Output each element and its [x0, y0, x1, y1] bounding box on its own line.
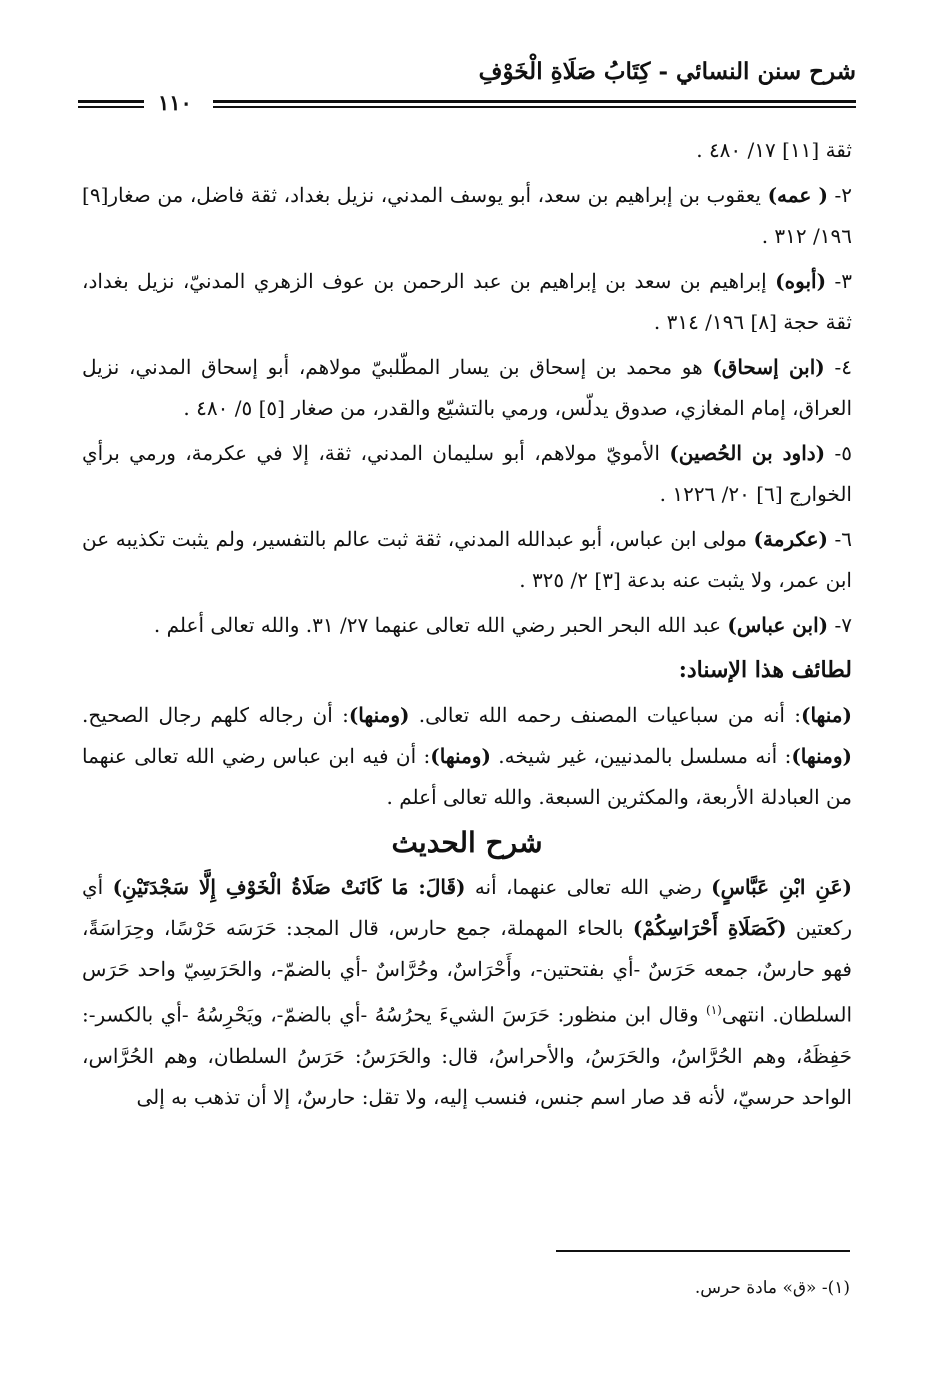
lataif-marker: (ومنها) — [430, 744, 491, 768]
narrator-name: (داود بن الحُصين) — [669, 441, 826, 465]
narrator-number: ٤- — [824, 355, 852, 379]
narrator-number: ٦- — [827, 527, 852, 551]
lataif-paragraph — [82, 695, 852, 818]
sharh-heading: شرح الحديث — [391, 826, 543, 859]
sharh-text: بالحاء المهملة، جمع حارس، قال المجد: حَرَسَه حَرْسًا، وحِرَاسَةً، فهو حارسٌ، جمعه حَرَسٌ -أي بفتحتين-، وأَحْرَاسٌ، وحُرَّاسٌ -أي بالضمّ-، والحَرَسِيّ واحد حَرَس السلطان. انتهى — [82, 916, 853, 1027]
header-rule-right-2 — [213, 106, 856, 108]
hadith-quote: (عَنِ ابْنِ عَبَّاسٍ) — [711, 875, 852, 899]
lataif-text: : أن فيه ابن عباس رضي الله تعالى عنهما من العبادلة الأربعة، والمكثرين السبعة. والله تعالى أعلم . — [82, 744, 852, 809]
narrator-details: يعقوب بن إبراهيم بن سعد، أبو يوسف المدني، نزيل بغداد، ثقة فاضل، من صغار[٩] ١٩٦/ ٣١٢ . — [82, 183, 852, 248]
page-number: ١١٠ — [158, 90, 192, 115]
narrator-number: ٢- — [827, 183, 852, 207]
narrator-continuation — [82, 130, 852, 171]
narrator-name: (عكرمة) — [753, 527, 828, 551]
lataif-text: : أن رجاله كلهم رجال الصحيح. — [82, 703, 349, 727]
header-rule-left — [78, 100, 144, 103]
narrator-6 — [82, 519, 852, 601]
narrator-5 — [82, 433, 852, 515]
narrator-number: ٣- — [826, 269, 852, 293]
narrator-7 — [82, 605, 852, 646]
running-title: شرح سنن النسائي - كِتَابُ صَلَاةِ الْخَوْفِ — [478, 58, 856, 85]
lataif-text: : أنه من سباعيات المصنف رحمه الله تعالى. — [409, 703, 801, 727]
lataif-heading: لطائف هذا الإسناد: — [678, 657, 852, 683]
narrator-details: عبد الله البحر الحبر رضي الله تعالى عنهما ٢٧/ ٣١. والله تعالى أعلم . — [153, 613, 728, 637]
header-rule-right — [213, 100, 856, 103]
narrator-details: الأمويّ مولاهم، أبو سليمان المدني، ثقة، إلا في عكرمة، ورمي برأي الخوارج [٦] ٢٠/ ١٢٢٦ . — [82, 441, 852, 506]
narrator-name: (ابن عباس) — [727, 613, 829, 637]
lataif-marker: (ومنها) — [791, 744, 852, 768]
narrator-continuation-text: ثقة [١١] ١٧/ ٤٨٠ . — [696, 138, 852, 162]
footnote: (١)- «ق» مادة حرس. — [694, 1278, 850, 1298]
page-header — [78, 58, 856, 115]
lataif-text: : أنه مسلسل بالمدنيين، غير شيخه. — [490, 744, 792, 768]
hadith-quote: (كَصَلَاةِ أَحْرَاسِكُمْ) — [632, 916, 787, 940]
narrator-number: ٥- — [825, 441, 852, 465]
hadith-quote: (قَالَ: مَا كَانَتْ صَلَاةُ الْخَوْفِ إِلَّا سَجْدَتَيْنِ) — [112, 875, 466, 899]
footnote-reference[interactable]: (١) — [706, 1003, 722, 1017]
footnote-separator — [556, 1250, 850, 1252]
narrator-number: ٧- — [828, 613, 852, 637]
narrator-details: مولى ابن عباس، أبو عبدالله المدني، ثقة ثبت عالم بالتفسير، ولم يثبت تكذيبه عن ابن عمر، ولا يثبت عنه بدعة [٣] ٢/ ٣٢٥ . — [82, 527, 852, 592]
narrator-4 — [82, 347, 852, 429]
narrator-name: (ابن إسحاق) — [712, 355, 825, 379]
narrator-name: ( عمه) — [767, 183, 828, 207]
lataif-marker: (منها) — [801, 703, 852, 727]
narrator-2 — [82, 175, 852, 257]
main-text — [82, 130, 852, 1122]
header-rule-left-2 — [78, 106, 144, 108]
sharh-text: رضي الله تعالى عنهما، أنه — [465, 875, 712, 899]
narrator-3 — [82, 261, 852, 343]
narrator-name: (أبوه) — [775, 269, 827, 293]
sharh-text: وقال ابن منظور: حَرَسَ الشيءَ يحرُسُهُ -أي بالضمّ-، ويَحْرِسُهُ -أي بالكسر-: حَفِظَهُ، وهم الحُرَّاسُ، والحَرَسُ، والأحراسُ، قال: والحَرَسُ: حَرَسُ السلطان، وهم الحُرَّاس، الواحد حرسيّ، لأنه قد صار اسم جنس، فنسب إليه، ولا تقل: حارسٌ، إلا أن تذهب به إلى — [82, 1002, 852, 1109]
narrator-details: إبراهيم بن سعد بن إبراهيم بن عبد الرحمن بن عوف الزهري المدنيّ، نزيل بغداد، ثقة حجة [٨] ١٩٦/ ٣١٤ . — [82, 269, 852, 334]
sharh-text: أي ركعتين — [82, 875, 852, 940]
sharh-paragraph — [82, 867, 852, 1118]
lataif-marker: (ومنها) — [348, 703, 410, 727]
narrator-details: هو محمد بن إسحاق بن يسار المطّلبيّ مولاهم، أبو إسحاق المدني، نزيل العراق، إمام المغازي، صدوق يدلّس، ورمي بالتشيّع والقدر، من صغار [٥] ٥/ ٤٨٠ . — [82, 355, 852, 420]
